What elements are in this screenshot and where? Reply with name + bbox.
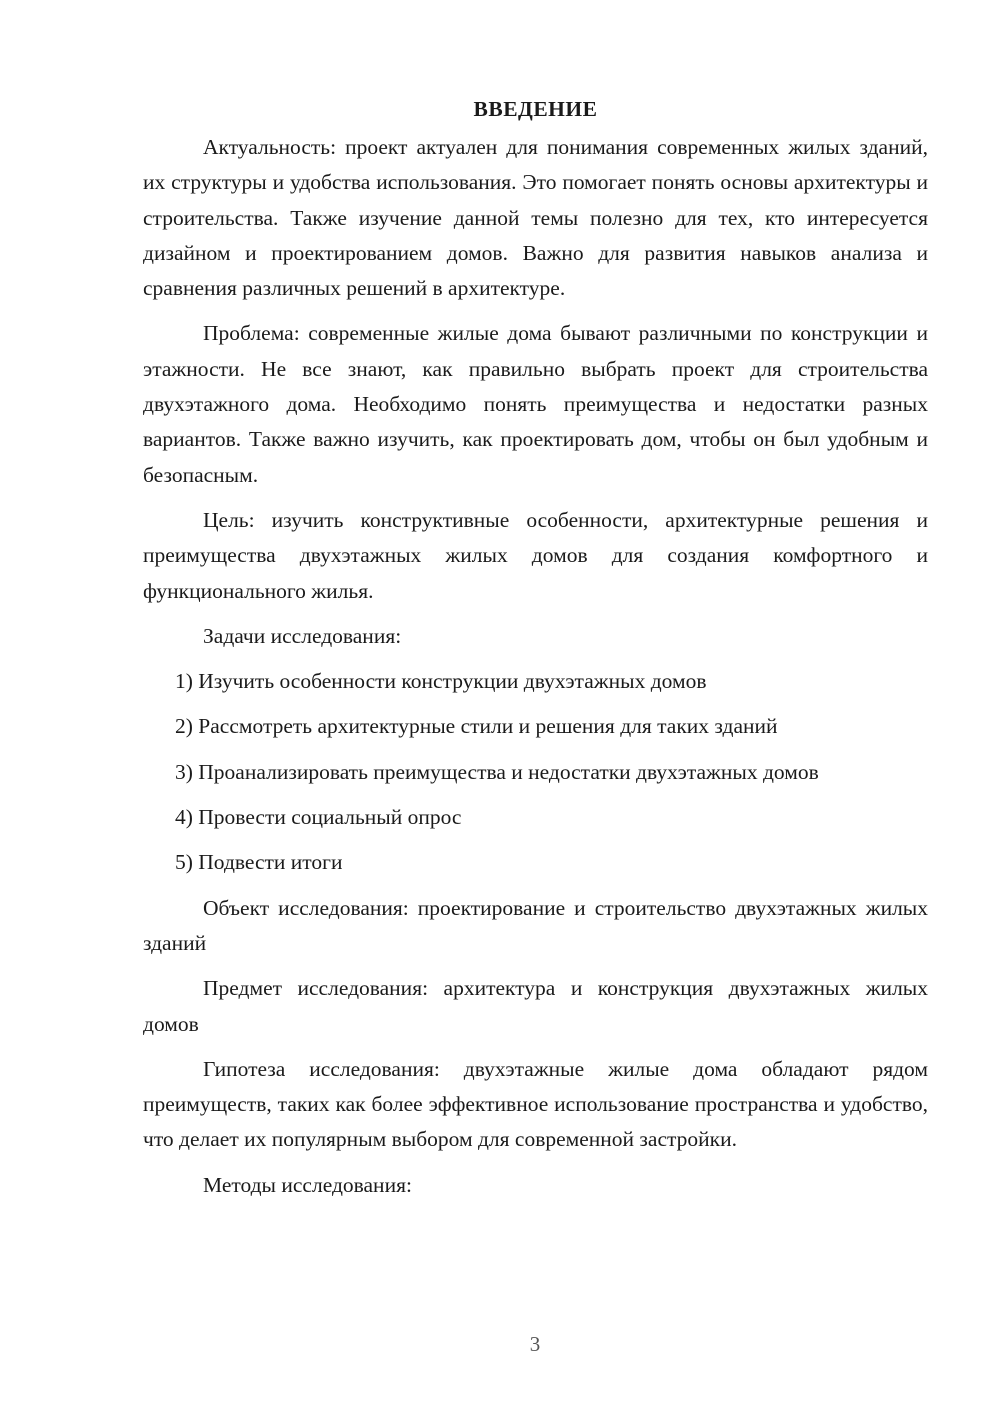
task-item: 2) Рассмотреть архитектурные стили и решения для таких зданий bbox=[175, 714, 778, 739]
object-paragraph: Объект исследования: проектирование и строительство двухэтажных жилых зданий bbox=[143, 895, 928, 955]
subject-paragraph: Предмет исследования: архитектура и конструкция двухэтажных жилых домов bbox=[143, 976, 928, 1036]
goal-paragraph: Цель: изучить конструктивные особенности, архитектурные решения и преимущества двухэтажных жилых домов для создания комфортного и функционального жилья. bbox=[143, 507, 928, 603]
task-item: 3) Проанализировать преимущества и недостатки двухэтажных домов bbox=[175, 759, 819, 784]
methods-heading: Методы исследования: bbox=[203, 1172, 412, 1197]
page-number: 3 bbox=[529, 1332, 541, 1356]
hypothesis-paragraph: Гипотеза исследования: двухэтажные жилые дома обладают рядом преимуществ, таких как более эффективное использование пространства и удобство, что делает их популярным выбором для современной застройки. bbox=[143, 1056, 928, 1152]
tasks-heading: Задачи исследования: bbox=[203, 623, 402, 648]
task-item: 5) Подвести итоги bbox=[175, 850, 343, 875]
task-item: 4) Провести социальный опрос bbox=[175, 805, 462, 830]
problem-paragraph: Проблема: современные жилые дома бывают различными по конструкции и этажности. Не все знают, как правильно выбрать проект для строительства двухэтажного дома. Необходимо понять преимущества и недостатки разных вариантов. Также важно изучить, как проектировать дом, чтобы он был удобным и безопасным. bbox=[143, 321, 928, 487]
tasks-list bbox=[143, 664, 928, 880]
document-page bbox=[143, 92, 928, 1213]
task-item: 1) Изучить особенности конструкции двухэтажных домов bbox=[175, 669, 707, 694]
page-title: ВВЕДЕНИЕ bbox=[473, 97, 598, 121]
relevance-paragraph: Актуальность: проект актуален для понимания современных жилых зданий, их структуры и удобства использования. Это помогает понять основы архитектуры и строительства. Также изучение данной темы полезно для тех, кто интересуется дизайном и проектированием домов. Важно для развития навыков анализа и сравнения различных решений в архитектуре. bbox=[143, 135, 928, 301]
